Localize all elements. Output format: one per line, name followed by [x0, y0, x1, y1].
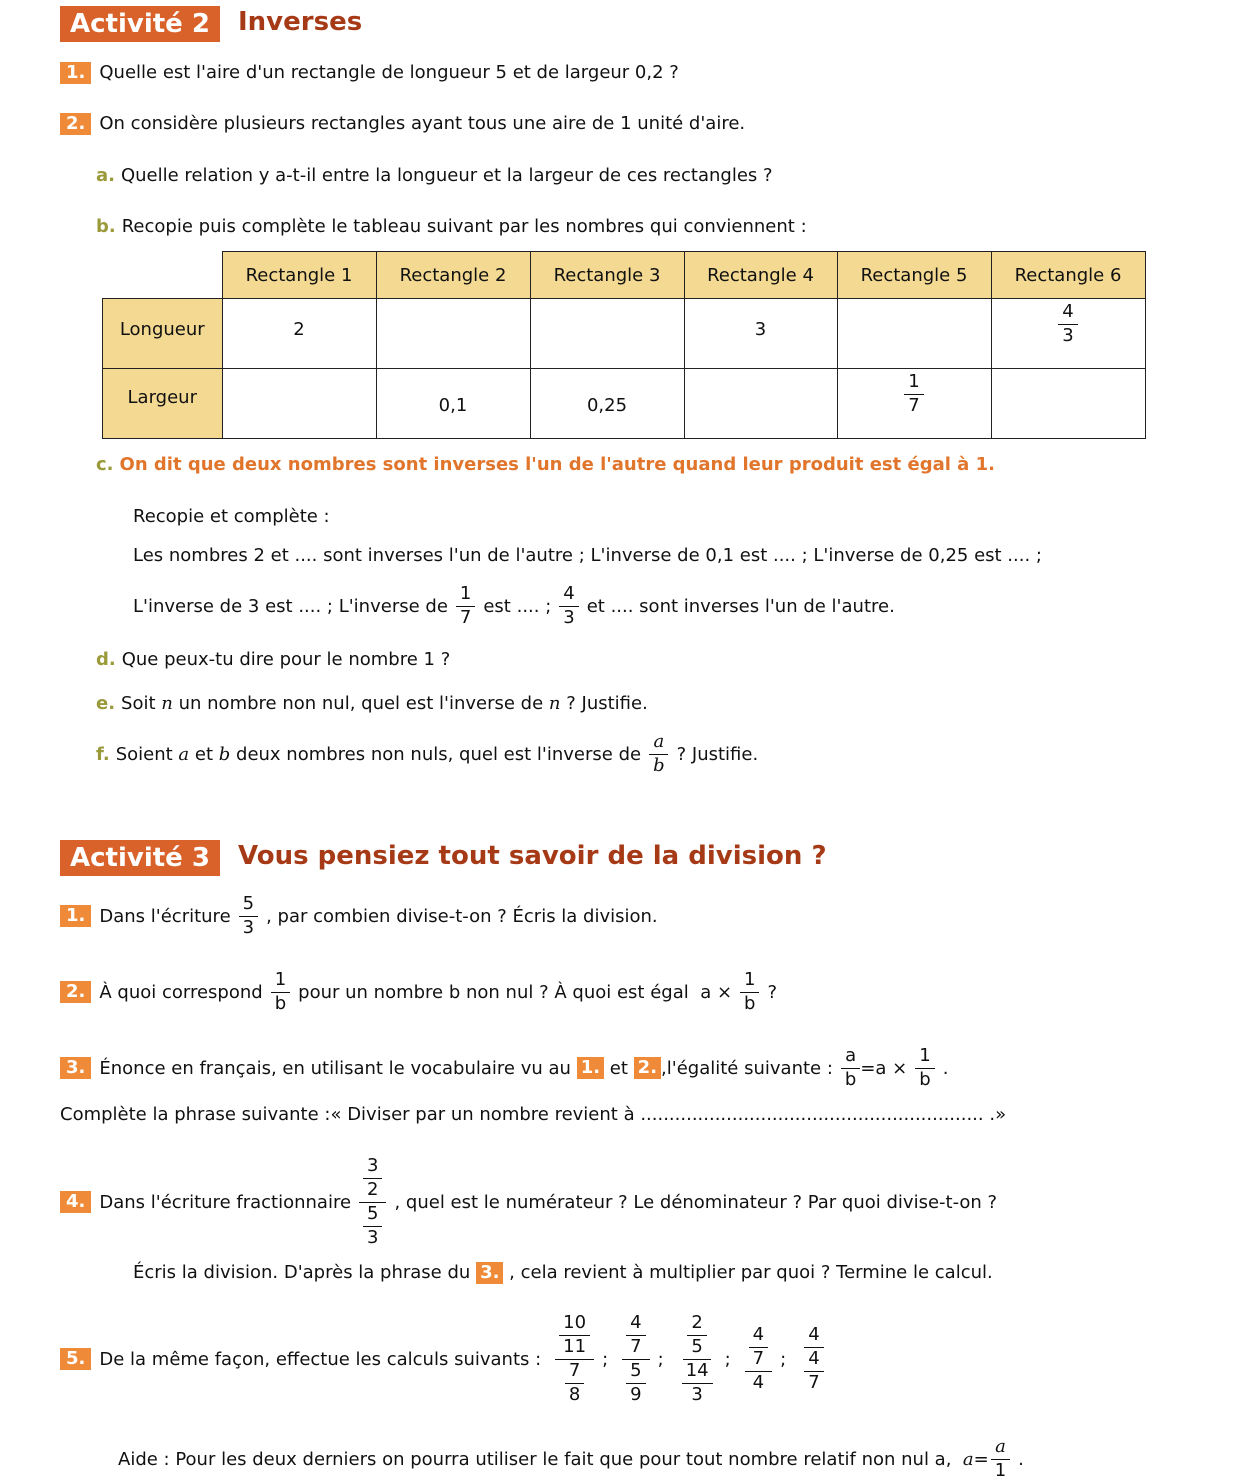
subquestion-e: e. Soit n un nombre non nul, quel est l'inverse de n ? Justifie. — [96, 693, 648, 714]
table-cell — [530, 299, 684, 369]
subquestion-text: Recopie puis complète le tableau suivant par les nombres qui conviennent : — [121, 216, 807, 237]
fill-line-1: Les nombres 2 et .... sont inverses l'un de l'autre ; L'inverse de 0,1 est .... ; L'inverse de 0,25 est .... ; — [133, 545, 1042, 566]
question-5: 5. De la même façon, effectue les calculs suivants : $\frac{\frac{10}{11}}{\frac{7}{8}}$ ; $\frac{\frac{4}{7}}{\frac{5}{9}}$ ; $\frac{\frac{2}{5}}{\frac{14}{3}}$ ; $\frac{\frac{4}{7}}{4}$ ; $\frac{4}{\frac{4}{7}}$ — [60, 1314, 836, 1405]
question-number: 4. — [60, 1191, 91, 1213]
rectangles-table — [102, 251, 1146, 439]
question-1 — [60, 62, 679, 84]
subquestion-d — [96, 649, 450, 670]
complex-fraction: $\frac{\frac{4}{7}}{4}$ — [745, 1326, 772, 1393]
table-cell — [222, 369, 376, 439]
row-label-largeur: Largeur — [103, 369, 223, 439]
table-cell: 3 — [684, 299, 837, 369]
activity-2-tag: Activité 2 — [60, 6, 220, 42]
table-header: Rectangle 3 — [530, 252, 684, 299]
subquestion-text: Quelle relation y a-t-il entre la longueur et la largeur de ces rectangles ? — [120, 165, 773, 186]
question-3: 3. Énonce en français, en utilisant le vocabulaire vu au 1. et 2. ,l'égalité suivante : $\frac{a}{b}$ =a × $\frac{1}{b}$ . — [60, 1047, 948, 1090]
table-cell: 0,1 — [376, 369, 530, 439]
table-cell: 0,25 — [530, 369, 684, 439]
table-cell — [376, 299, 530, 369]
subquestion-letter: b. — [96, 216, 116, 237]
reference-badge: 3. — [476, 1262, 503, 1284]
question-4: 4. Dans l'écriture fractionnaire $\frac{\frac{3}{2}}{\frac{5}{3}}$ , quel est le numérateur ? Le dénominateur ? Par quoi divise-t-on ? — [60, 1157, 997, 1248]
fraction: $\frac{1}{b}$ — [740, 971, 759, 1014]
complex-fraction: $\frac{\frac{2}{5}}{\frac{14}{3}}$ — [678, 1314, 717, 1405]
fraction: $\frac{1}{b}$ — [915, 1047, 934, 1090]
fraction: $\frac{1}{7}$ — [904, 373, 923, 416]
row-label-longueur: Longueur — [103, 299, 223, 369]
subquestion-letter: d. — [96, 649, 116, 670]
activity-2-title: Inverses — [238, 7, 363, 37]
complex-fraction: $\frac{4}{\frac{4}{7}}$ — [800, 1326, 827, 1393]
question-number: 1. — [60, 62, 91, 84]
table-header: Rectangle 4 — [684, 252, 837, 299]
table-header: Rectangle 1 — [222, 252, 376, 299]
fraction: $\frac{a}{1}$ — [991, 1438, 1010, 1481]
table-header: Rectangle 5 — [837, 252, 991, 299]
activity-3-title: Vous pensiez tout savoir de la division ? — [238, 841, 827, 871]
complex-fraction: $\frac{\frac{10}{11}}{\frac{7}{8}}$ — [555, 1314, 594, 1405]
subquestion-text: Que peux-tu dire pour le nombre 1 ? — [121, 649, 451, 670]
activity-3-tag: Activité 3 — [60, 840, 220, 876]
subquestion-letter: f. — [96, 743, 110, 765]
definition-text: On dit que deux nombres sont inverses l'un de l'autre quand leur produit est égal à 1. — [119, 454, 995, 475]
question-text: Quelle est l'aire d'un rectangle de longueur 5 et de largeur 0,2 ? — [99, 62, 679, 83]
complex-fraction: $\frac{\frac{4}{7}}{\frac{5}{9}}$ — [622, 1314, 649, 1405]
subquestion-letter: a. — [96, 165, 115, 186]
fraction: $\frac{4}{3}$ — [559, 585, 578, 628]
complete-sentence: Complète la phrase suivante :« Diviser par un nombre revient à ............................................................ .» — [60, 1104, 1007, 1125]
fraction: $\frac{4}{3}$ — [1058, 303, 1077, 346]
table-corner — [103, 252, 223, 299]
table-header: Rectangle 2 — [376, 252, 530, 299]
question-number: 2. — [60, 113, 91, 135]
table-cell — [991, 299, 1145, 369]
hint-text: Aide : Pour les deux derniers on pourra utiliser le fait que pour tout nombre relatif non nul a, a = $\frac{a}{1}$ . — [118, 1436, 1024, 1481]
table-header: Rectangle 6 — [991, 252, 1145, 299]
reference-badge: 1. — [577, 1057, 604, 1079]
table-cell — [837, 299, 991, 369]
fraction: $\frac{1}{7}$ — [456, 585, 475, 628]
table-cell — [837, 369, 991, 439]
fill-line-2: L'inverse de 3 est .... ; L'inverse de $\frac{1}{7}$ est .... ; $\frac{4}{3}$ et .... sont inverses l'un de l'autre. — [133, 583, 895, 628]
reference-badge: 2. — [634, 1057, 661, 1079]
question-2 — [60, 113, 745, 135]
fraction: $\frac{5}{3}$ — [239, 895, 258, 938]
instruction-text: Recopie et complète : — [133, 506, 330, 527]
table-cell — [684, 369, 837, 439]
fraction: $\frac{1}{b}$ — [271, 971, 290, 1014]
fraction: $\frac{a}{b}$ — [649, 733, 669, 776]
subquestion-b — [96, 216, 807, 237]
subquestion-letter: c. — [96, 454, 114, 475]
table-cell — [991, 369, 1145, 439]
complex-fraction: $\frac{\frac{3}{2}}{\frac{5}{3}}$ — [359, 1157, 386, 1248]
instruction-text: Écris la division. D'après la phrase du 3. , cela revient à multiplier par quoi ? Termine le calcul. — [133, 1262, 993, 1283]
question-number: 3. — [60, 1057, 91, 1079]
question-2: 2. À quoi correspond $\frac{1}{b}$ pour un nombre b non nul ? À quoi est égal a × $\frac{1}{b}$ ? — [60, 971, 777, 1014]
subquestion-f: f. Soient a et b deux nombres non nuls, quel est l'inverse de $\frac{a}{b}$ ? Justifie. — [96, 731, 759, 776]
question-number: 1. — [60, 905, 91, 927]
subquestion-c — [96, 454, 995, 475]
question-number: 2. — [60, 981, 91, 1003]
fraction: $\frac{a}{b}$ — [841, 1047, 860, 1090]
question-1: 1. Dans l'écriture $\frac{5}{3}$ , par combien divise-t-on ? Écris la division. — [60, 895, 658, 938]
question-text: On considère plusieurs rectangles ayant tous une aire de 1 unité d'aire. — [99, 113, 746, 134]
table-cell: 2 — [222, 299, 376, 369]
subquestion-a — [96, 165, 773, 186]
question-number: 5. — [60, 1348, 91, 1370]
subquestion-letter: e. — [96, 693, 116, 714]
